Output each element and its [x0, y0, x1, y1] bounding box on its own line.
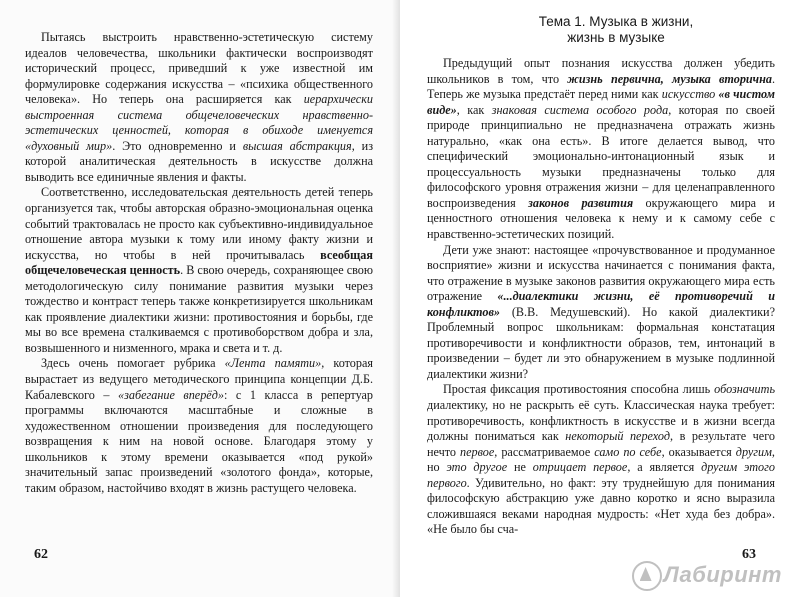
watermark-logo-icon [632, 561, 662, 591]
text-run: окружающего мира и ценностного отношения человека к нему и к самому себе с нравственно-эстетических позиций. [427, 195, 775, 242]
italic-text: другим [735, 444, 772, 459]
bold-text: «...диалектики жизни, её противоречий и конфликтов» [427, 289, 775, 319]
left-page-text [25, 30, 373, 496]
italic-text: высшая абстракция [242, 138, 352, 153]
italic-text: «забегание вперёд» [118, 387, 224, 402]
right-page-text [427, 14, 775, 538]
text-run: , как [456, 102, 492, 117]
paragraph [25, 356, 373, 496]
text-run: не [507, 460, 533, 475]
right-page [400, 0, 800, 597]
page-number: 63 [742, 547, 756, 562]
bold-text: всеобщая общечеловеческая ценность [25, 247, 373, 278]
paragraph [25, 30, 373, 185]
text-run: Здесь очень помогает рубрика [41, 356, 225, 371]
paragraph [427, 382, 775, 537]
text-run: . Удивительно, но факт: эту труднейшую для понимания философскую абстракцию уже давно коротко и ясно выразила сложившаяся веками народная мудрость: «Нет худа без добра». «Не было бы сча- [427, 475, 775, 537]
topic-heading-line: Тема 1. Музыка в жизни, [538, 14, 694, 29]
text-run: . Теперь же музыка предстаёт перед ними как [427, 71, 775, 102]
text-run: , из которой аналитическая деятельность в искусстве должна выводить все единичные явления и факты. [25, 138, 374, 184]
italic-text: другим этого первого [427, 460, 776, 490]
italic-text: «Лента памяти» [224, 356, 322, 371]
text-run: Соответственно, исследовательская деятельность детей теперь организуется так, чтобы авторская образно-эмоциональная оценка событий трактовалась не просто как субъективно-индивидуальное отношение автора музыки к тому или иному факту жизни и искусства, но чтобы в ней прочитывалась [25, 185, 373, 262]
text-run: Простая фиксация противостояния способна лишь [443, 382, 715, 397]
paragraph [427, 243, 775, 383]
topic-heading-line: жизнь в музыке [567, 30, 665, 45]
text-run: . В свою очередь, сохраняющее свою методологическую силу понимание развития музыки через тождество и контраст теперь также конкретизируется школьникам как проявление диалектики жизни: противостояния и борьбы, где мы во все времена сталкиваемся с противоборством добра и зла, возвышенного и низменного, мрака и света и т. д. [25, 263, 373, 355]
text-run: , оказывается [661, 444, 736, 459]
italic-text: это другое [446, 460, 508, 475]
bold-text: «в чистом виде» [427, 87, 776, 117]
paragraph [25, 185, 373, 356]
text-run: , которая по своей природе принципиально не предназначена отражать жизнь натурально, «как она есть». В итоге делается вывод, что специфический эмоционально-интонационный язык и процессуальность музыки предназначены только для философского уровня отражения жизни – для целенаправленного воспроизведения [427, 102, 775, 210]
bold-text: законов развития [528, 195, 634, 210]
text-run: , рассматриваемое [494, 444, 595, 459]
italic-text: обозначить [714, 382, 775, 397]
italic-text: иерархически выстроенная система общечеловеческих нравственно-эстетических ценностей, которая в обиходе именуется «духовный мир» [25, 92, 373, 153]
bold-text: жизнь первична, музыка вторична [567, 71, 772, 86]
text-run: . Это одновременно и [112, 138, 243, 153]
topic-heading [427, 14, 775, 46]
italic-text: само по себе [594, 444, 662, 459]
text-run: , которая вырастает из ведущего методического принципа концепции Д.Б. Кабалевского – [25, 356, 374, 402]
italic-text: первое [460, 444, 495, 459]
text-run: Дети уже знают: настоящее «прочувствованное и продуманное восприятие» жизни и искусства начинается с понимания факта, что отражение в музыке законов развития окружающего мира есть отражение [427, 242, 775, 304]
text-run: диалектику, но не раскрыть её суть. Классическая наука требует: противоречивость, конфликтность в искусстве и в жизни всегда должны пониматься как [427, 398, 775, 444]
text-run: Пытаясь выстроить нравственно-эстетическую систему идеалов человечества, школьники фактически воспроизводят исторический процесс, приведший к уже известной им формулировке содержания искусства – «психика общественного человека». Но теперь она расширяется как [25, 30, 373, 107]
text-run: : с 1 класса в репертуар программы включаются масштабные и сложные в художественном отношении произведения для последующего возвращения к ним на новой основе. Благодаря этому у школьников к этому времени оказывается «под рукой» значительный запас произведений «золотого фонда», которые, таким образом, настойчиво входят в жизнь растущего человека. [25, 387, 374, 495]
paragraph [427, 56, 775, 243]
italic-text: отрицает первое [532, 460, 628, 475]
text-run: , а является [627, 460, 702, 475]
text-run: Предыдущий опыт познания искусства должен убедить школьников в том, что [427, 56, 775, 86]
watermark-text: Лабиринт [663, 561, 782, 587]
italic-text: искусство [661, 87, 716, 102]
page-number: 62 [34, 547, 48, 562]
italic-text: знаковая система особого рода [491, 102, 669, 117]
watermark [632, 561, 782, 591]
text-run: (В.В. Медушевский). Но какой диалектики? Проблемный вопрос школьникам: формальная констатация противоречивости и конфликтности образов, тем, интонаций в произведении – будет ли это обнаружением в музыке подлинной диалектики жизни? [427, 304, 775, 381]
text-run: , но [427, 444, 775, 475]
text-run: , в результате чего нечто [427, 429, 775, 459]
italic-text: некоторый переход [565, 429, 671, 444]
